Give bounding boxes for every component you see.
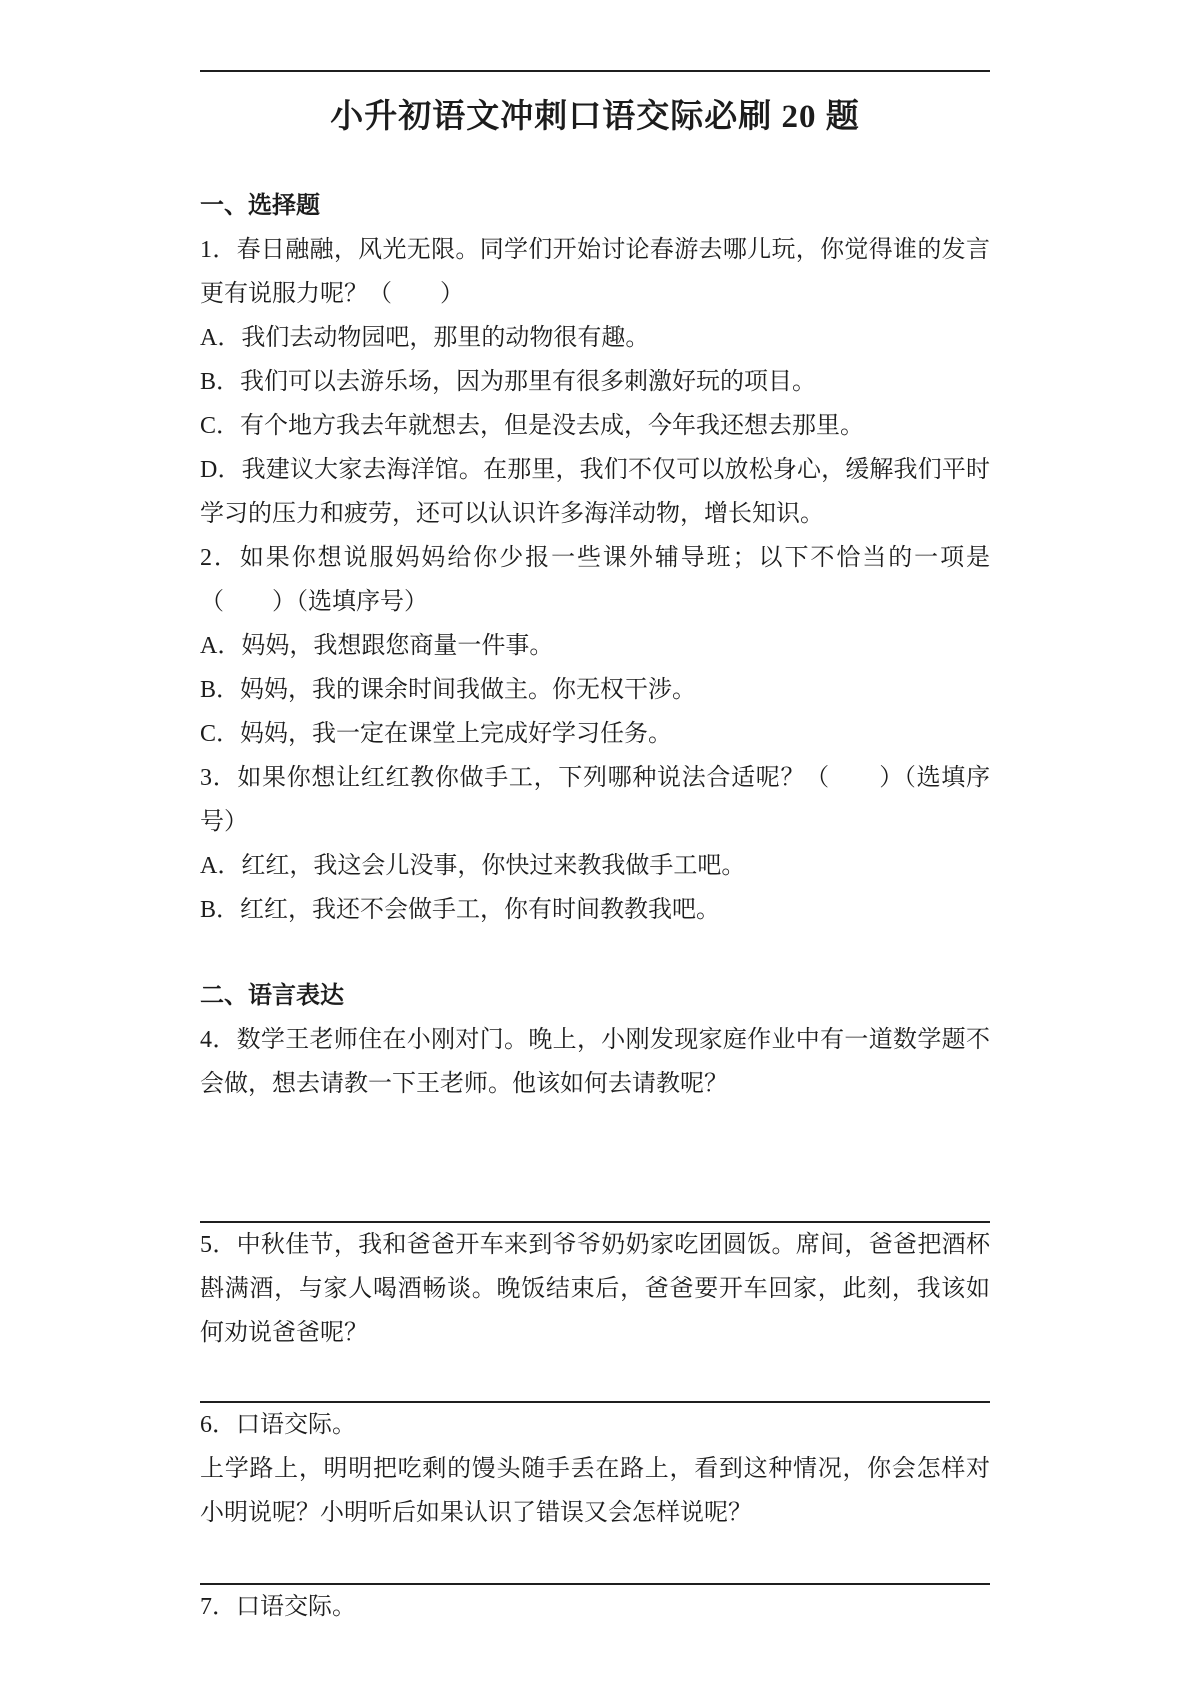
question-1-option-d: D．我建议大家去海洋馆。在那里，我们不仅可以放松身心，缓解我们平时学习的压力和疲劳，还可以认识许多海洋动物，增长知识。 [200, 457, 990, 527]
question-3-option-a: A．红红，我这会儿没事，你快过来教我做手工吧。 [200, 853, 746, 879]
page-title: 小升初语文冲刺口语交际必刷 20 题 [330, 99, 860, 135]
question-1-option-c: C．有个地方我去年就想去，但是没去成，今年我还想去那里。 [200, 413, 865, 439]
question-1-option-b: B．我们可以去游乐场，因为那里有很多刺激好玩的项目。 [200, 369, 817, 395]
question-7-label: 7．口语交际。 [200, 1594, 356, 1620]
section-multiple-choice [200, 184, 990, 932]
section-1-heading: 一、选择题 [200, 192, 320, 219]
question-6-label: 6．口语交际。 [200, 1412, 356, 1438]
question-3-option-b: B．红红，我还不会做手工，你有时间教教我吧。 [200, 897, 721, 923]
question-1-text: 1．春日融融，风光无限。同学们开始讨论春游去哪儿玩，你觉得谁的发言更有说服力呢？（ ） [200, 237, 990, 307]
question-1-option-a: A．我们去动物园吧，那里的动物很有趣。 [200, 325, 650, 351]
question-2-option-c: C．妈妈，我一定在课堂上完成好学习任务。 [200, 721, 673, 747]
question-2-option-a: A．妈妈，我想跟您商量一件事。 [200, 633, 554, 659]
header-rule [200, 70, 990, 72]
question-4-text: 4．数学王老师住在小刚对门。晚上，小刚发现家庭作业中有一道数学题不会做，想去请教一下王老师。他该如何去请教呢？ [200, 1027, 990, 1097]
question-2-option-b: B．妈妈，我的课余时间我做主。你无权干涉。 [200, 677, 697, 703]
question-2-text: 2．如果你想说服妈妈给你少报一些课外辅导班；以下不恰当的一项是（ ）（选填序号） [200, 545, 990, 615]
question-6-text: 上学路上，明明把吃剩的馒头随手丢在路上，看到这种情况，你会怎样对小明说呢？小明听后如果认识了错误又会怎样说呢？ [200, 1456, 990, 1526]
section-2-heading: 二、语言表达 [200, 982, 344, 1009]
question-3-text: 3．如果你想让红红教你做手工，下列哪种说法合适呢？（ ）（选填序号） [200, 765, 990, 835]
section-language-expression [200, 974, 990, 1629]
question-5-text: 5．中秋佳节，我和爸爸开车来到爷爷奶奶家吃团圆饭。席间，爸爸把酒杯斟满酒，与家人喝酒畅谈。晚饭结束后，爸爸要开车回家，此刻，我该如何劝说爸爸呢？ [200, 1232, 990, 1346]
